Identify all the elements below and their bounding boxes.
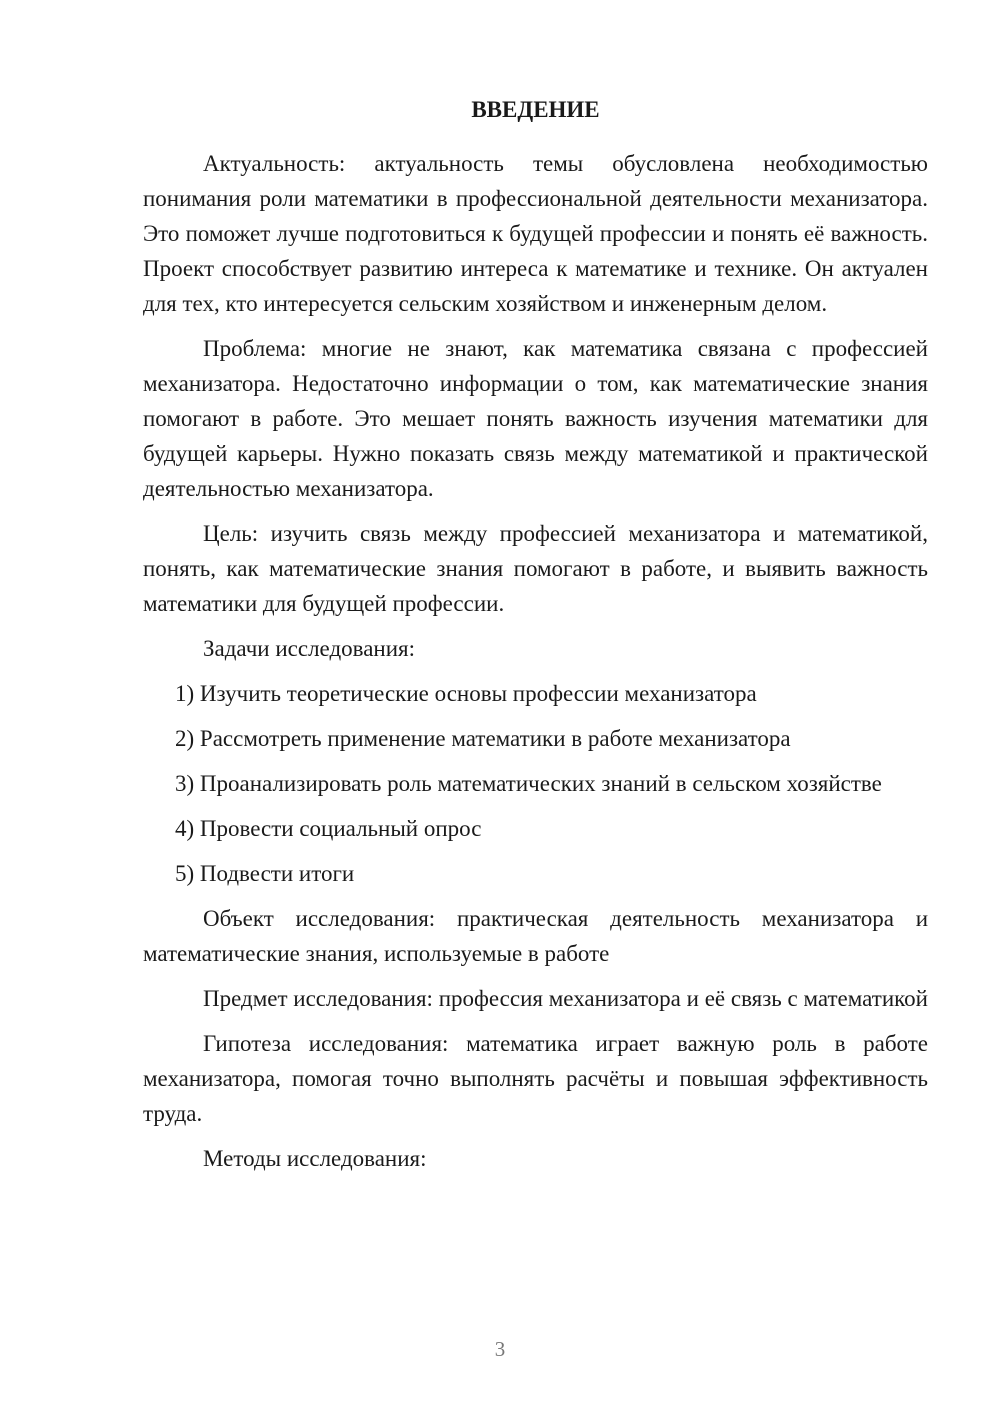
page-content	[143, 92, 928, 1186]
page-number: 3	[494, 1337, 506, 1361]
problem-paragraph: Проблема: многие не знают, как математика связана с профессией механизатора. Недостаточно информации о том, как математические знания помогают в работе. Это мешает понять важность изучения математики для будущей карьеры. Нужно показать связь между математикой и практической деятельностью механизатора.	[143, 336, 928, 501]
object-paragraph: Объект исследования: практическая деятельность механизатора и математические знания, используемые в работе	[143, 906, 928, 966]
hypothesis-paragraph: Гипотеза исследования: математика играет важную роль в работе механизатора, помогая точно выполнять расчёты и повышая эффективность труда.	[143, 1031, 928, 1126]
subject-paragraph: Предмет исследования: профессия механизатора и её связь с математикой	[203, 986, 928, 1011]
task-item: 4) Провести социальный опрос	[175, 816, 482, 841]
task-item: 3) Проанализировать роль математических знаний в сельском хозяйстве	[175, 771, 882, 796]
section-heading: ВВЕДЕНИЕ	[471, 97, 600, 122]
relevance-paragraph: Актуальность: актуальность темы обусловлена необходимостью понимания роли математики в профессиональной деятельности механизатора. Это поможет лучше подготовиться к будущей профессии и понять её важность. Проект способствует развитию интереса к математике и технике. Он актуален для тех, кто интересуется сельским хозяйством и инженерным делом.	[143, 151, 928, 316]
methods-title: Методы исследования:	[203, 1146, 427, 1171]
tasks-title: Задачи исследования:	[203, 636, 416, 661]
task-item: 1) Изучить теоретические основы профессии механизатора	[175, 681, 757, 706]
task-item: 2) Рассмотреть применение математики в работе механизатора	[175, 726, 791, 751]
goal-paragraph: Цель: изучить связь между профессией механизатора и математикой, понять, как математические знания помогают в работе, и выявить важность математики для будущей профессии.	[143, 521, 928, 616]
task-item: 5) Подвести итоги	[175, 861, 355, 886]
